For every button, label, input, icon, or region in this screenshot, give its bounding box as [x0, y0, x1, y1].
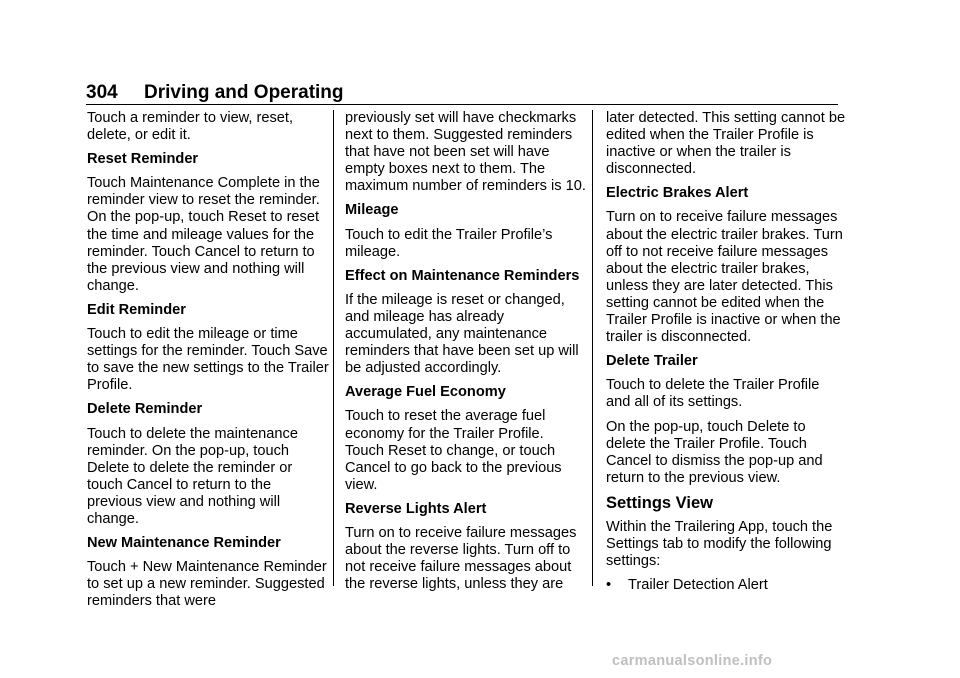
delete-trailer-text-1: Touch to delete the Trailer Profile and all of its settings. — [606, 377, 820, 411]
delete-trailer-text-2: On the pop-up, touch Delete to delete the Trailer Profile. Touch Cancel to dismiss the pop-up and return to the previous view. — [606, 418, 823, 486]
reverse-lights-continued-text: later detected. This setting cannot be edited when the Trailer Profile is inactive or when the trailer is disconnected. — [606, 110, 846, 178]
column-divider-1 — [333, 110, 334, 586]
page-number: 304 — [86, 82, 118, 103]
heading-effect-on-maintenance-reminders: Effect on Maintenance Reminders — [345, 267, 580, 284]
fuel-economy-text: Touch to reset the average fuel economy for the Trailer Profile. Touch Reset to change, or touch Cancel to go back to the previous view. — [345, 408, 562, 493]
heading-delete-trailer: Delete Trailer — [606, 353, 698, 370]
column-divider-2 — [592, 110, 593, 586]
settings-view-text: Within the Trailering App, touch the Settings tab to modify the following settings: — [606, 518, 833, 570]
watermark: carmanualsonline.info — [612, 653, 773, 669]
intro-paragraph: Touch a reminder to view, reset, delete, or edit it. — [87, 110, 294, 144]
column-2 — [345, 110, 587, 600]
page-title: Driving and Operating — [144, 82, 344, 103]
heading-mileage: Mileage — [345, 202, 399, 219]
bullet-mark: • — [606, 577, 612, 594]
heading-settings-view: Settings View — [606, 493, 713, 512]
heading-reverse-lights-alert: Reverse Lights Alert — [345, 500, 487, 517]
heading-reset-reminder: Reset Reminder — [87, 151, 199, 168]
reminders-continued-text: previously set will have checkmarks next to them. Suggested reminders that have not been set will have empty boxes next to them. The maximum number of reminders is 10. — [345, 110, 586, 195]
column-3 — [606, 110, 848, 594]
heading-new-maintenance-reminder: New Maintenance Reminder — [87, 535, 281, 552]
bullet-text: Trailer Detection Alert — [628, 577, 768, 594]
heading-electric-brakes-alert: Electric Brakes Alert — [606, 185, 749, 202]
column-1 — [87, 110, 329, 617]
heading-average-fuel-economy: Average Fuel Economy — [345, 384, 506, 401]
mileage-text: Touch to edit the Trailer Profile’s mileage. — [345, 226, 553, 260]
electric-brakes-text: Turn on to receive failure messages about the electric trailer brakes. Turn off to not receive failure messages about the electric trailer brakes, unless they are later detected. This setting cannot be edited when the Trailer Profile is inactive or when the trailer is disconnected. — [606, 209, 843, 346]
heading-delete-reminder: Delete Reminder — [87, 401, 203, 418]
header-rule — [86, 104, 838, 105]
delete-reminder-text: Touch to delete the maintenance reminder. On the pop-up, touch Delete to delete the reminder or touch Cancel to return to the previous view and nothing will change. — [87, 425, 298, 527]
heading-edit-reminder: Edit Reminder — [87, 301, 186, 318]
reset-reminder-text: Touch Maintenance Complete in the reminder view to reset the reminder. On the pop-up, touch Reset to reset the time and mileage values for the reminder. Touch Cancel to return to the previous view and nothing will change. — [87, 175, 320, 294]
new-maintenance-reminder-text: Touch + New Maintenance Reminder to set up a new reminder. Suggested reminders that were — [87, 559, 327, 610]
page-header — [86, 82, 838, 104]
reverse-lights-text: Turn on to receive failure messages about the reverse lights. Turn off to not receive failure messages about the reverse lights, unless they are — [345, 524, 577, 593]
list-item — [606, 577, 848, 594]
edit-reminder-text: Touch to edit the mileage or time settings for the reminder. Touch Save to save the new settings to the Trailer Profile. — [87, 326, 329, 394]
effect-text: If the mileage is reset or changed, and mileage has already accumulated, any maintenance reminders that have been set up will be adjusted accordingly. — [345, 291, 579, 377]
